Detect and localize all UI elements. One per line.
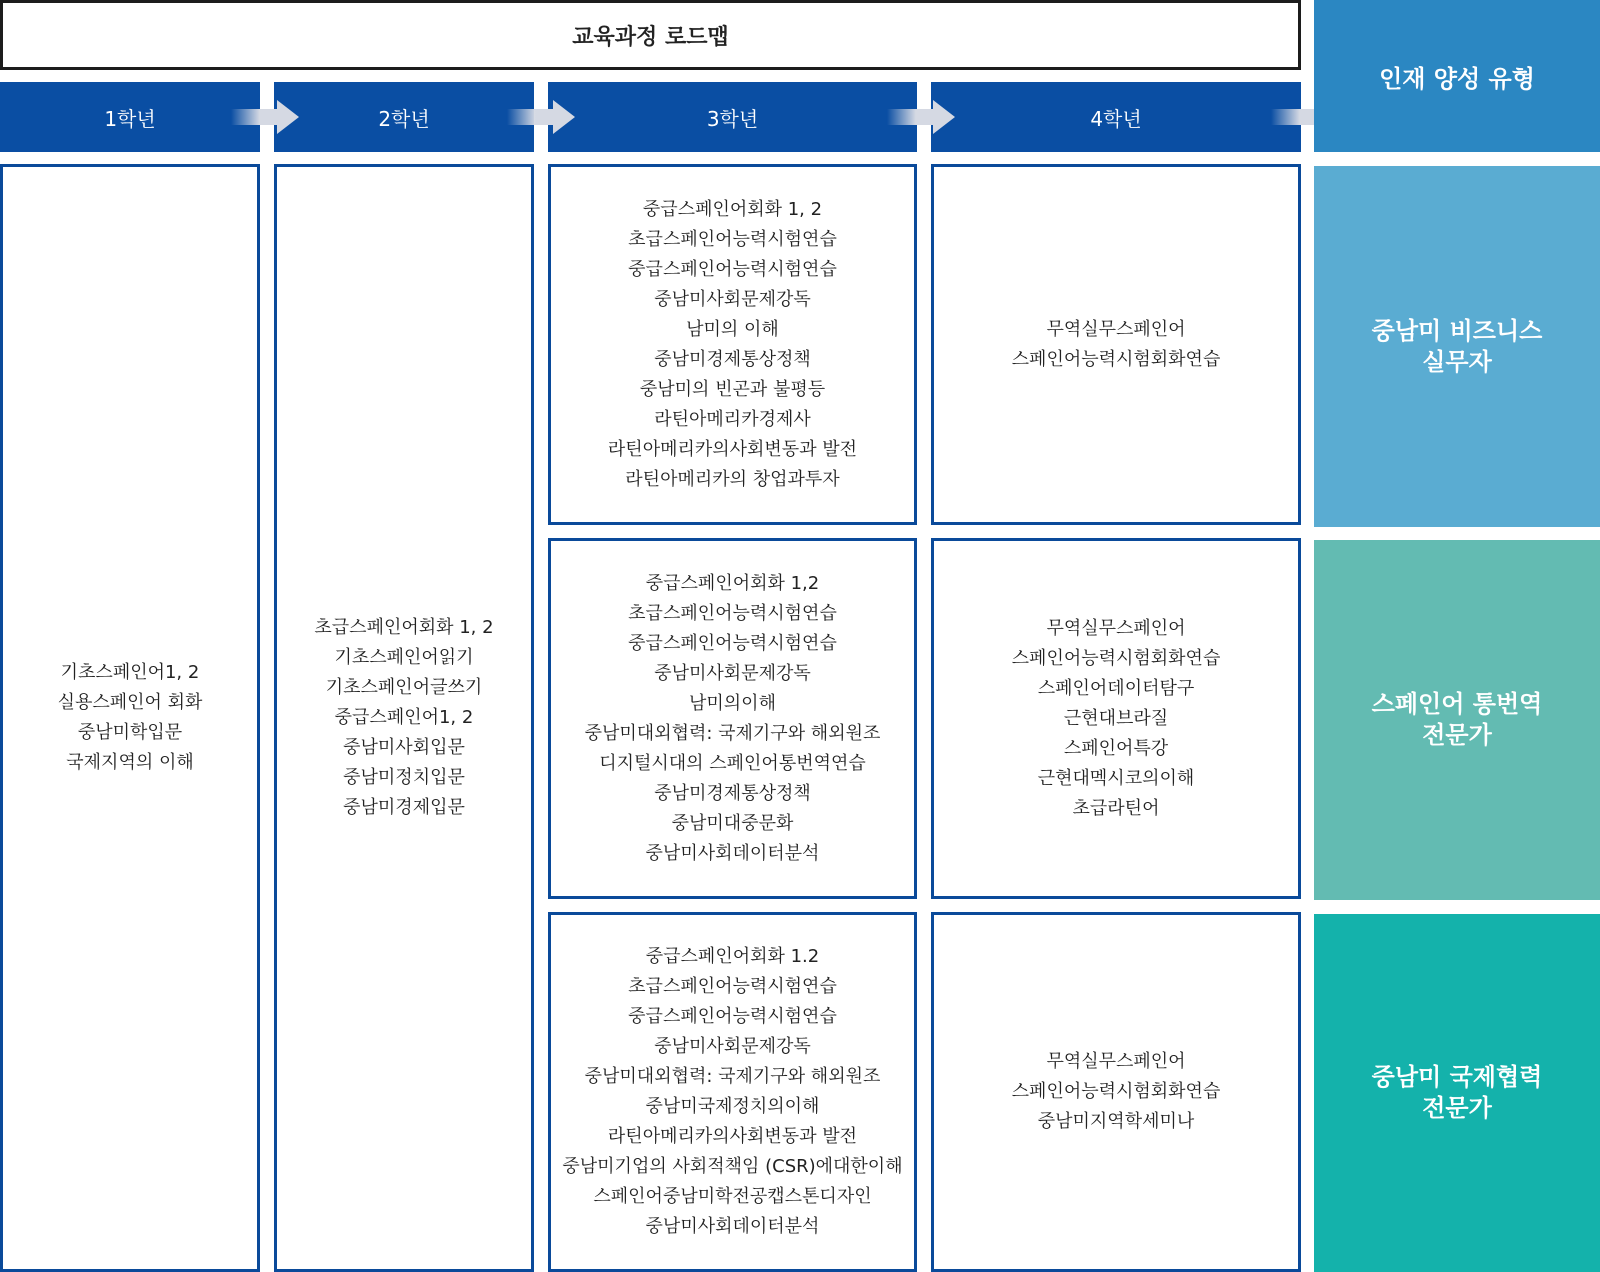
course-item: 기초스페인어1, 2: [60, 662, 200, 683]
course-item: 라틴아메리카의사회변동과 발전: [607, 438, 858, 460]
track-2-year-3-courses: [548, 538, 917, 899]
course-item: 라틴아메리카경제사: [654, 408, 811, 430]
course-item: 남미의이해: [689, 692, 776, 714]
course-item: 초급스페인어능력시험연습: [628, 602, 837, 624]
course-item: 중남미대중문화: [671, 812, 794, 834]
talent-type-cooperation: [1314, 914, 1600, 1272]
course-item: 중남미경제입문: [343, 797, 465, 818]
year-4-header: 4학년: [931, 82, 1301, 152]
course-item: 중남미의 빈곤과 불평등: [639, 378, 826, 400]
course-item: 중남미학입문: [77, 722, 183, 743]
roadmap-title: 교육과정 로드맵: [0, 0, 1301, 70]
talent-type-interpretation: [1314, 540, 1600, 900]
course-item: 무역실무스페인어: [1046, 617, 1186, 639]
track-2-year-4-courses: [931, 538, 1301, 899]
arrow-right-icon: [887, 98, 959, 136]
course-item: 초급스페인어능력시험연습: [628, 976, 837, 997]
course-item: 초급라틴어: [1072, 797, 1160, 819]
talent-type-header: 인재 양성 유형: [1314, 0, 1600, 152]
course-item: 국제지역의 이해: [66, 752, 194, 773]
course-item: 중급스페인어능력시험연습: [628, 632, 837, 654]
course-item: 스페인어능력시험회화연습: [1011, 1081, 1221, 1102]
course-item: 무역실무스페인어: [1046, 1051, 1186, 1072]
course-item: 중급스페인어회화 1, 2: [642, 198, 823, 220]
talent-type-label: 중남미 국제협력: [1371, 1063, 1543, 1091]
course-item: 중남미사회데이터분석: [645, 842, 820, 864]
year-2-header: 2학년: [274, 82, 534, 152]
course-item: 중남미지역학세미나: [1037, 1111, 1195, 1132]
course-item: 중남미경제통상정책: [654, 782, 811, 804]
course-item: 근현대멕시코의이해: [1037, 767, 1195, 789]
talent-type-label: 스페인어 통번역: [1371, 690, 1543, 718]
talent-type-label: 실무자: [1422, 347, 1492, 376]
year-3-header: 3학년: [548, 82, 917, 152]
course-item: 중급스페인어능력시험연습: [628, 258, 837, 280]
course-item: 디지털시대의 스페인어통번역연습: [599, 752, 866, 774]
course-item: 중남미기업의 사회적책임 (CSR)에대한이해: [562, 1156, 903, 1177]
course-item: 중급스페인어회화 1,2: [645, 572, 820, 594]
course-item: 중남미대외협력: 국제기구와 해외원조: [584, 722, 881, 744]
talent-type-business: [1314, 166, 1600, 527]
course-item: 중남미사회데이터분석: [645, 1216, 820, 1237]
course-item: 스페인어중남미학전공캡스톤디자인: [593, 1186, 872, 1207]
track-3-year-3-courses: [548, 912, 917, 1272]
course-item: 중남미국제정치의이해: [645, 1096, 820, 1117]
track-1-year-4-courses: [931, 164, 1301, 525]
course-item: 중남미사회문제강독: [654, 288, 811, 310]
course-item: 중남미경제통상정책: [654, 348, 811, 370]
course-item: 스페인어특강: [1063, 737, 1169, 759]
course-item: 중남미사회문제강독: [654, 1036, 811, 1057]
arrow-right-icon: [231, 98, 303, 136]
course-item: 중남미정치입문: [343, 767, 465, 788]
course-item: 스페인어능력시험회화연습: [1011, 348, 1221, 370]
track-3-year-4-courses: [931, 912, 1301, 1272]
course-item: 초급스페인어능력시험연습: [628, 228, 837, 250]
course-item: 스페인어능력시험회화연습: [1011, 647, 1221, 669]
talent-type-label: 전문가: [1422, 721, 1492, 749]
course-item: 근현대브라질: [1063, 707, 1169, 729]
course-item: 라틴아메리카의 창업과투자: [625, 468, 840, 490]
year-1-courses: [0, 164, 260, 1272]
course-item: 무역실무스페인어: [1046, 318, 1186, 340]
year-2-courses: [274, 164, 534, 1272]
course-item: 기초스페인어읽기: [334, 647, 474, 668]
course-item: 중급스페인어능력시험연습: [628, 1006, 837, 1027]
course-item: 남미의 이해: [686, 318, 779, 340]
course-item: 실용스페인어 회화: [57, 692, 203, 713]
course-item: 중급스페인어회화 1.2: [645, 946, 820, 967]
course-item: 중남미사회문제강독: [654, 662, 811, 684]
course-item: 스페인어데이터탐구: [1037, 677, 1195, 699]
talent-type-label: 전문가: [1422, 1094, 1492, 1122]
course-item: 라틴아메리카의사회변동과 발전: [607, 1126, 858, 1147]
course-item: 중남미사회입문: [343, 737, 465, 758]
course-item: 초급스페인어회화 1, 2: [314, 617, 494, 638]
arrow-right-icon: [507, 98, 579, 136]
track-1-year-3-courses: [548, 164, 917, 525]
year-1-header: 1학년: [0, 82, 260, 152]
course-item: 기초스페인어글쓰기: [325, 677, 483, 698]
course-item: 중급스페인어1, 2: [334, 707, 474, 728]
talent-type-label: 중남미 비즈니스: [1371, 316, 1543, 345]
course-item: 중남미대외협력: 국제기구와 해외원조: [584, 1066, 881, 1087]
